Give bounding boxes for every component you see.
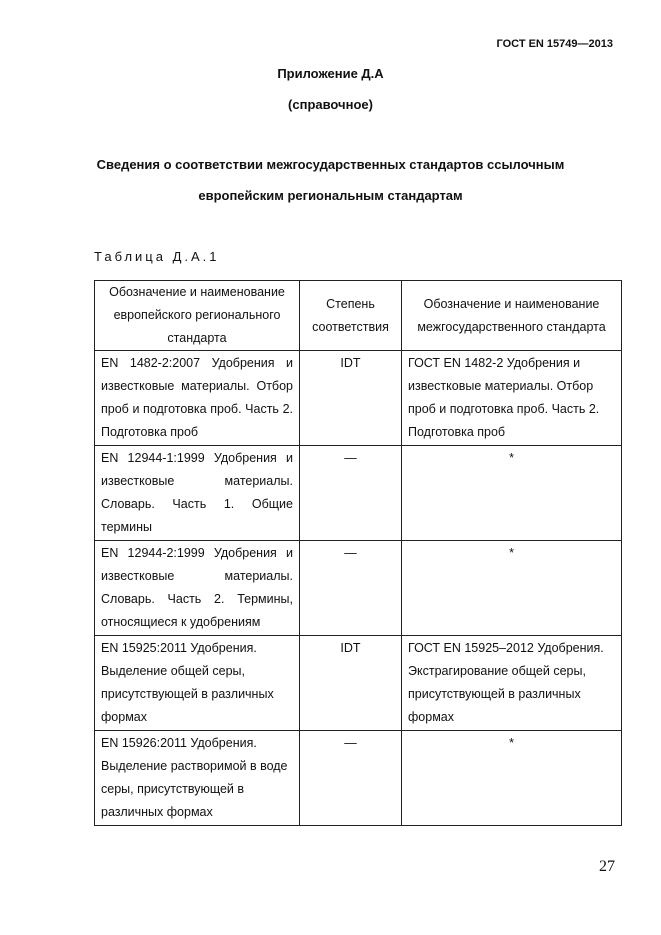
annex-title: Приложение Д.А [277, 66, 384, 81]
european-standard-cell: EN 12944-2:1999 Удобрения и известковые материалы. Словарь. Часть 2. Термины, относящиеся к удобрениям [95, 541, 300, 636]
table-row [95, 731, 622, 826]
table-row [95, 351, 622, 446]
column-header-european: Обозначение и наименование европейского регионального стандарта [95, 281, 300, 351]
degree-cell: — [300, 541, 402, 636]
interstate-standard-cell: * [402, 541, 622, 636]
table-caption: Таблица Д.А.1 [94, 249, 220, 264]
column-header-interstate: Обозначение и наименование межгосударственного стандарта [402, 281, 622, 351]
table-row [95, 636, 622, 731]
interstate-standard-cell: * [402, 446, 622, 541]
document-code-header: ГОСТ EN 15749—2013 [496, 38, 613, 50]
european-standard-cell: EN 12944-1:1999 Удобрения и известковые материалы. Словарь. Часть 1. Общие термины [95, 446, 300, 541]
table-row [95, 541, 622, 636]
european-standard-cell: EN 15926:2011 Удобрения. Выделение растворимой в воде серы, присутствующей в различных формах [95, 731, 300, 826]
european-standard-cell: EN 15925:2011 Удобрения. Выделение общей серы, присутствующей в различных формах [95, 636, 300, 731]
section-title-line1: Сведения о соответствии межгосударственных стандартов ссылочным [96, 157, 565, 172]
section-title-line2: европейским региональным стандартам [198, 188, 463, 203]
degree-cell: — [300, 731, 402, 826]
annex-subtitle: (справочное) [288, 97, 373, 112]
correspondence-table [94, 280, 622, 826]
table-row [95, 446, 622, 541]
interstate-standard-cell: * [402, 731, 622, 826]
degree-cell: IDT [300, 351, 402, 446]
degree-cell: IDT [300, 636, 402, 731]
european-standard-cell: EN 1482-2:2007 Удобрения и известковые материалы. Отбор проб и подготовка проб. Часть 2. Подготовка проб [95, 351, 300, 446]
column-header-degree: Степень соответствия [300, 281, 402, 351]
interstate-standard-cell: ГОСТ EN 1482-2 Удобрения и известковые материалы. Отбор проб и подготовка проб. Часть 2. Подготовка проб [402, 351, 622, 446]
page-number: 27 [599, 858, 615, 875]
table-header-row [95, 281, 622, 351]
interstate-standard-cell: ГОСТ EN 15925–2012 Удобрения. Экстрагирование общей серы, присутствующей в различных формах [402, 636, 622, 731]
degree-cell: — [300, 446, 402, 541]
